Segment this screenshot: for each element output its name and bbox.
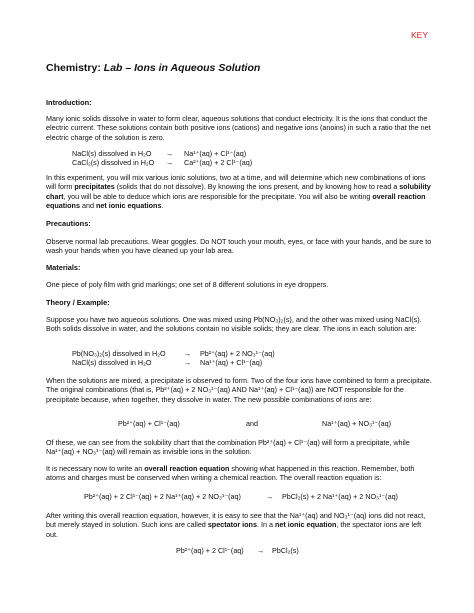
precautions-text: Observe normal lab precautions. Wear goggles. Do NOT touch your mouth, eyes, or face with your hands, and be sure to wash your hands when you have cleaned up your lab area.	[46, 237, 432, 256]
text-run: .	[161, 201, 164, 211]
text-run: overall reaction equation	[144, 464, 230, 473]
introduction-paragraph-2	[46, 173, 432, 211]
text-run: , you will be able to deduce which ions are responsible for the precipitate. You will also be writing	[63, 191, 373, 201]
combo-and: and	[246, 419, 258, 428]
text-run: showing what happened in this reaction. Remember, both atoms and charges must be conserved when writing a chemical reaction. The overall reaction equation is:	[46, 464, 415, 483]
theory-paragraph-2: When the solutions are mixed, a precipitate is observed to form. Two of the four ions have combined to form a precipitate. The original combinations (that is, Pb²⁺(aq) + 2 NO₃¹⁻(aq) AND Na¹⁺(aq) + Cl¹⁻(aq)) are NOT responsible for the precipitate because, when together, they dissolve in water. The new possible combinations of ions are:	[46, 376, 432, 404]
intro-eq1-right: Na¹⁺(aq) + Cl¹⁻(aq)	[184, 149, 247, 158]
arrow-icon: →	[166, 149, 174, 158]
text-run: , the spectator ions are left out.	[46, 520, 422, 539]
theory-eq2-left: NaCl(s) dissolved in H₂O	[72, 358, 152, 367]
arrow-icon: →	[266, 492, 274, 501]
text-run: spectator ions	[207, 520, 257, 530]
page-title	[46, 62, 260, 74]
introduction-heading: Introduction:	[46, 98, 92, 107]
materials-heading: Materials:	[46, 263, 81, 272]
arrow-icon: →	[166, 158, 174, 167]
theory-eq1-right: Pb²⁺(aq) + 2 NO₃¹⁻(aq)	[200, 349, 275, 358]
theory-eq1-left: Pb(NO₃)₂(s) dissolved in H₂O	[72, 349, 166, 358]
theory-heading: Theory / Example:	[46, 298, 110, 307]
materials-text: One piece of poly film with grid markings; one set of 8 different solutions in eye droppers.	[46, 280, 329, 289]
text-run: In this experiment, you will mix various ionic solutions, two at a time, and will determine which new combinations of ions will form	[46, 173, 426, 192]
arrow-icon: →	[184, 358, 192, 367]
net-eq-right: PbCl₂(s)	[272, 546, 299, 555]
arrow-icon: →	[184, 349, 192, 358]
text-run: overall reaction equations	[46, 191, 426, 211]
intro-eq2-left: CaCl₂(s) dissolved in H₂O	[72, 158, 155, 167]
theory-paragraph-4	[46, 464, 432, 483]
text-run: It is necessary now to write an	[46, 464, 145, 473]
combo-left: Pb²⁺(aq) + Cl¹⁻(aq)	[118, 419, 180, 428]
text-run: net ionic equations	[95, 201, 162, 211]
theory-paragraph-5	[46, 511, 432, 539]
text-run: net ionic equation	[274, 520, 337, 530]
title-main: Lab – Ions in Aqueous Solution	[103, 62, 261, 74]
net-eq-left: Pb²⁺(aq) + 2 Cl¹⁻(aq)	[176, 546, 244, 555]
theory-paragraph-3: Of these, we can see from the solubility chart that the combination Pb²⁺(aq) + Cl¹⁻(aq) will form a precipitate, while Na¹⁺(aq) + NO₃¹⁻(aq) will remain as invisible ions in the solution.	[46, 438, 410, 457]
title-prefix: Chemistry:	[46, 62, 101, 74]
intro-eq2-right: Ca²⁺(aq) + 2 Cl¹⁻(aq)	[184, 158, 253, 167]
text-run: precipitates	[74, 182, 115, 192]
text-run: and	[79, 201, 96, 211]
precautions-heading: Precautions:	[46, 219, 91, 228]
combo-right: Na¹⁺(aq) + NO₃¹⁻(aq)	[322, 419, 392, 428]
text-run: . In a	[256, 520, 275, 530]
intro-eq1-left: NaCl(s) dissolved in H₂O	[72, 149, 152, 158]
text-run: solubility chart	[46, 182, 431, 201]
overall-eq-left: Pb²⁺(aq) + 2 Cl¹⁻(aq) + 2 Na¹⁺(aq) + 2 NO₃¹⁻(aq)	[84, 492, 241, 501]
arrow-icon: →	[257, 546, 265, 555]
text-run: After writing this overall reaction equation, however, it is easy to see that the Na¹⁺(aq) and NO₃¹⁻(aq) ions did not react, but merely stayed in solution. Such ions are called	[46, 511, 426, 530]
theory-paragraph-1: Suppose you have two aqueous solutions. One was mixed using Pb(NO₃)₂(s), and the other was mixed using NaCl(s). Both solids dissolve in water, and the solutions contain no visible solids; they are clear. The ions in each solution are:	[46, 315, 422, 334]
introduction-paragraph: Many ionic solids dissolve in water to form clear, aqueous solutions that conduct electricity. It is the ions that conduct the electric current. These solutions contain both positive ions (cations) and negative ions (anoins) in such a ratio that the net electric charge of the solution is zero.	[46, 114, 431, 142]
key-label: KEY	[410, 30, 428, 40]
text-run: (solids that do not dissolve). By knowing the ions present, and by knowing how to read a	[114, 182, 400, 192]
theory-eq2-right: Na¹⁺(aq) + Cl¹⁻(aq)	[200, 358, 263, 367]
overall-eq-right: PbCl₂(s) + 2 Na¹⁺(aq) + 2 NO₃¹⁻(aq)	[282, 492, 398, 501]
